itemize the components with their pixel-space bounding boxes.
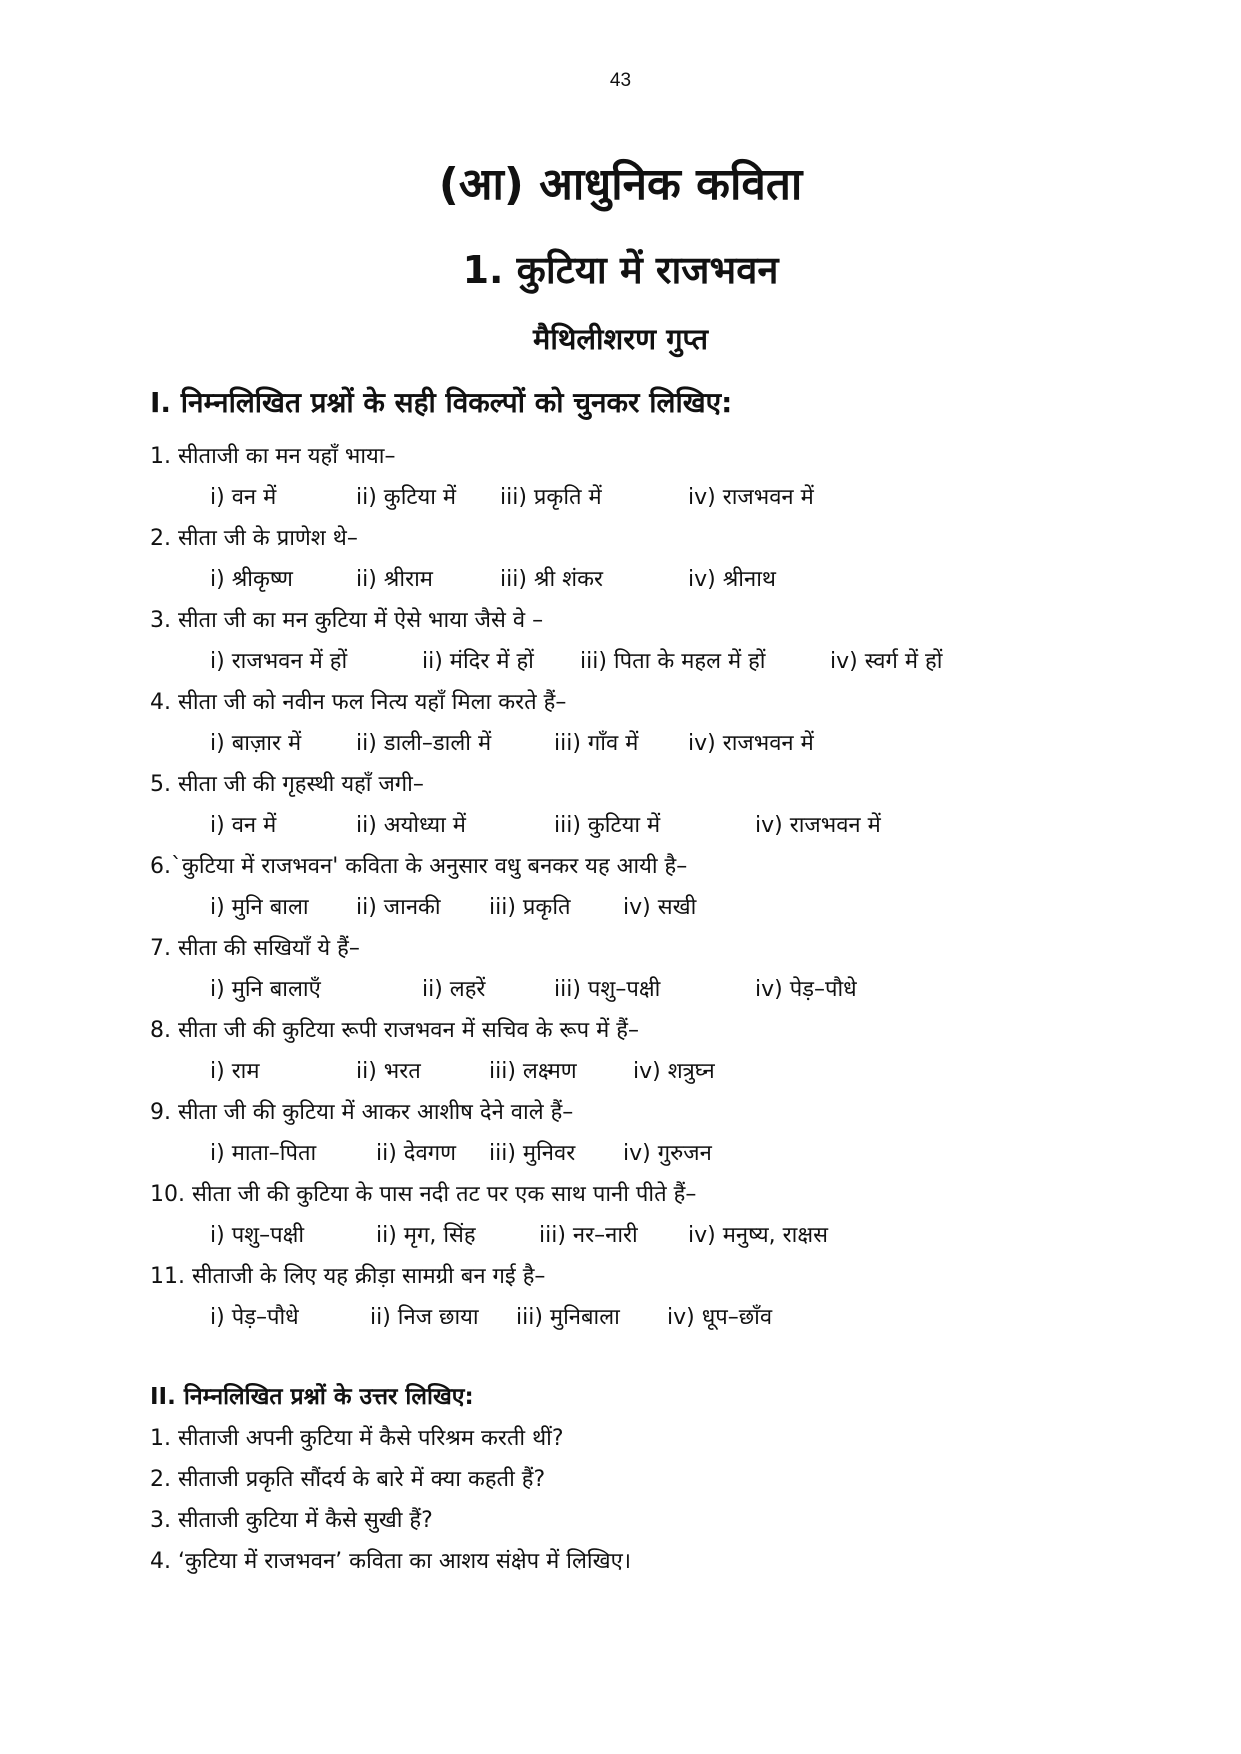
answer-option: i) श्रीकृष्ण	[210, 567, 293, 592]
answer-option: ii) मंदिर में हों	[422, 649, 534, 674]
short-answer-list	[150, 1418, 1110, 1582]
answer-option: iv) शत्रुघ्न	[633, 1059, 715, 1084]
question-text: 8. सीता जी की कुटिया रूपी राजभवन में सचिव के रूप में हैं–	[150, 1018, 639, 1043]
answer-option: ii) लहरें	[422, 977, 486, 1002]
question-text: 10. सीता जी की कुटिया के पास नदी तट पर एक साथ पानी पीते हैं–	[150, 1182, 697, 1207]
options-row	[150, 1297, 1110, 1338]
options-row	[150, 559, 1110, 600]
answer-option: iii) मुनिबाला	[516, 1305, 620, 1330]
question-text: 3. सीता जी का मन कुटिया में ऐसे भाया जैसे वे –	[150, 608, 544, 633]
answer-question: 3. सीताजी कुटिया में कैसे सुखी हैं?	[150, 1508, 433, 1533]
answer-option: ii) कुटिया में	[356, 485, 457, 510]
answer-option: iv) गुरुजन	[623, 1141, 712, 1166]
answer-option: i) बाज़ार में	[210, 731, 302, 756]
answer-option: i) वन में	[210, 485, 277, 510]
answer-option: iii) गाँव में	[554, 731, 639, 756]
poet-name: मैथिलीशरण गुप्त	[533, 322, 708, 356]
poem-title: 1. कुटिया में राजभवन	[462, 248, 779, 292]
answer-option: iii) मुनिवर	[489, 1141, 576, 1166]
answer-option: i) माता–पिता	[210, 1141, 317, 1166]
answer-option: iv) पेड़–पौधे	[755, 977, 857, 1002]
question-block	[150, 682, 1110, 764]
answer-option: iii) प्रकृति	[489, 895, 571, 920]
options-row	[150, 641, 1110, 682]
question-block	[150, 600, 1110, 682]
answer-option: ii) भरत	[356, 1059, 421, 1084]
options-row	[150, 969, 1110, 1010]
answer-option: iii) श्री शंकर	[500, 567, 604, 592]
options-row	[150, 723, 1110, 764]
answer-option: i) पेड़–पौधे	[210, 1305, 299, 1330]
options-row	[150, 1133, 1110, 1174]
question-block	[150, 436, 1110, 518]
part-one-heading: I. निम्नलिखित प्रश्नों के सही विकल्पों को चुनकर लिखिए:	[150, 386, 733, 419]
answer-question: 4. ‘कुटिया में राजभवन’ कविता का आशय संक्षेप में लिखिए।	[150, 1549, 632, 1574]
answer-option: ii) निज छाया	[370, 1305, 479, 1330]
question-block	[150, 928, 1110, 1010]
answer-option: ii) श्रीराम	[356, 567, 433, 592]
question-text: 7. सीता की सखियाँ ये हैं–	[150, 936, 360, 961]
answer-option: i) मुनि बाला	[210, 895, 309, 920]
question-block	[150, 764, 1110, 846]
answer-option: i) वन में	[210, 813, 277, 838]
page-number: 43	[609, 70, 632, 91]
answer-option: iv) राजभवन में	[688, 731, 814, 756]
question-text: 5. सीता जी की गृहस्थी यहाँ जगी–	[150, 772, 424, 797]
multiple-choice-list	[150, 436, 1110, 1338]
answer-option: ii) देवगण	[376, 1141, 457, 1166]
answer-option: iii) लक्ष्मण	[489, 1059, 577, 1084]
question-block	[150, 846, 1110, 928]
question-text: 1. सीताजी का मन यहाँ भाया–	[150, 444, 396, 469]
answer-option: ii) डाली–डाली में	[356, 731, 492, 756]
question-block	[150, 1010, 1110, 1092]
section-title: (आ) आधुनिक कविता	[438, 159, 803, 210]
answer-option: iv) मनुष्य, राक्षस	[688, 1223, 828, 1248]
answer-option: iii) प्रकृति में	[500, 485, 602, 510]
answer-option: iii) पशु–पक्षी	[554, 977, 661, 1002]
question-block	[150, 1092, 1110, 1174]
question-text: 11. सीताजी के लिए यह क्रीड़ा सामग्री बन गई है–	[150, 1264, 546, 1289]
question-text: 4. सीता जी को नवीन फल नित्य यहाँ मिला करते हैं–	[150, 690, 567, 715]
question-block	[150, 1174, 1110, 1256]
answer-option: ii) अयोध्या में	[356, 813, 466, 838]
options-row	[150, 477, 1110, 518]
question-text: 9. सीता जी की कुटिया में आकर आशीष देने वाले हैं–	[150, 1100, 574, 1125]
part-two-heading: II. निम्नलिखित प्रश्नों के उत्तर लिखिए:	[150, 1384, 474, 1410]
answer-option: ii) जानकी	[356, 895, 441, 920]
question-text: 2. सीता जी के प्राणेश थे–	[150, 526, 358, 551]
answer-option: i) राम	[210, 1059, 260, 1084]
question-text: 6.`कुटिया में राजभवन' कविता के अनुसार वधु बनकर यह आयी है–	[150, 854, 688, 879]
answer-question: 2. सीताजी प्रकृति सौंदर्य के बारे में क्या कहती हैं?	[150, 1467, 546, 1492]
answer-option: i) राजभवन में हों	[210, 649, 348, 674]
answer-option: iv) सखी	[623, 895, 697, 920]
options-row	[150, 887, 1110, 928]
answer-question: 1. सीताजी अपनी कुटिया में कैसे परिश्रम करती थीं?	[150, 1426, 564, 1451]
question-block	[150, 1256, 1110, 1338]
answer-option: iv) राजभवन में	[755, 813, 881, 838]
answer-option: iii) नर–नारी	[539, 1223, 638, 1248]
answer-option: iv) स्वर्ग में हों	[830, 649, 943, 674]
answer-option: iii) कुटिया में	[554, 813, 661, 838]
answer-option: iv) राजभवन में	[688, 485, 814, 510]
answer-option: ii) मृग, सिंह	[376, 1223, 476, 1248]
options-row	[150, 1215, 1110, 1256]
answer-option: i) पशु–पक्षी	[210, 1223, 305, 1248]
answer-option: iv) धूप–छाँव	[667, 1305, 773, 1330]
options-row	[150, 805, 1110, 846]
answer-option: i) मुनि बालाएँ	[210, 977, 321, 1002]
answer-option: iv) श्रीनाथ	[688, 567, 776, 592]
options-row	[150, 1051, 1110, 1092]
answer-option: iii) पिता के महल में हों	[580, 649, 766, 674]
question-block	[150, 518, 1110, 600]
